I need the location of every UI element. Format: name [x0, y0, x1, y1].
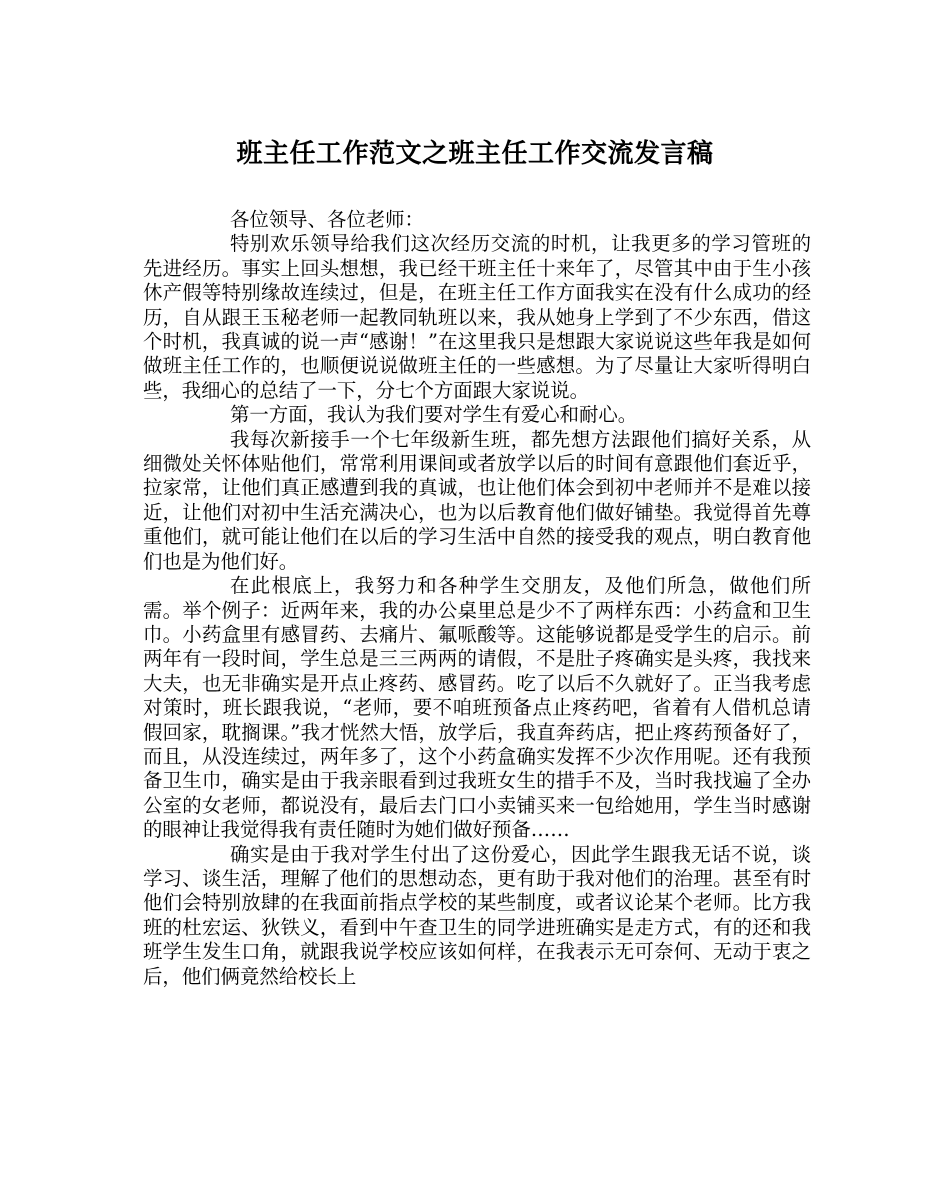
- section-heading-paragraph: 第一方面，我认为我们要对学生有爱心和耐心。: [230, 403, 638, 427]
- body-paragraph: 确实是由于我对学生付出了这份爱心，因此学生跟我无话不说，谈学习、谈生活，理解了他们的思想动态，更有助于我对他们的治理。甚至有时他们会特别放肆的在我面前指点学校的某些制度，或者议论某个老师。比方我班的杜宏运、狄铁义，看到中午查卫生的同学进班确实是走方式，有的还和我班学生发生口角，就跟我说学校应该如何样，在我表示无可奈何、无动于衷之后，他们俩竟然给校长上: [143, 842, 811, 988]
- body-paragraph: 我每次新接手一个七年级新生班，都先想方法跟他们搞好关系，从细微处关怀体贴他们，常常利用课间或者放学以后的时间有意跟他们套近乎，拉家常，让他们真正感遭到我的真诚，也让他们体会到初中老师并不是难以接近，让他们对初中生活充满决心，也为以后教育他们做好铺垫。我觉得首先尊重他们，就可能让他们在以后的学习生活中自然的接受我的观点，明白教育他们也是为他们好。: [143, 427, 811, 573]
- document-title: 班主任工作范文之班主任工作交流发言稿: [236, 139, 714, 169]
- salutation-paragraph: 各位领导、各位老师：: [230, 208, 424, 231]
- intro-paragraph: 特别欢乐领导给我们这次经历交流的时机，让我更多的学习管班的先进经历。事实上回头想想，我已经干班主任十来年了，尽管其中由于生小孩休产假等特别缘故连续过，但是，在班主任工作方面我实在没有什么成功的经历，自从跟王玉秘老师一起教同轨班以来，我从她身上学到了不少东西，借这个时机，我真诚的说一声“感谢！”在这里我只是想跟大家说说这些年我是如何做班主任工作的，也顺便说说做班主任的一些感想。为了尽量让大家听得明白些，我细心的总结了一下，分七个方面跟大家说说。: [143, 232, 811, 402]
- document-body: [143, 208, 811, 989]
- body-paragraph: 在此根底上，我努力和各种学生交朋友，及他们所急，做他们所需。举个例子：近两年来，我的办公桌里总是少不了两样东西：小药盒和卫生巾。小药盒里有感冒药、去痛片、氟哌酸等。这能够说都是受学生的启示。前两年有一段时间，学生总是三三两两的请假，不是肚子疼确实是头疼，我找来大夫，也无非确实是开点止疼药、感冒药。吃了以后不久就好了。正当我考虑对策时，班长跟我说，“老师，要不咱班预备点止疼药吧，省着有人借机总请假回家，耽搁课。”我才恍然大悟，放学后，我直奔药店，把止疼药预备好了，而且，从没连续过，两年多了，这个小药盒确实发挥不少次作用呢。还有我预备卫生巾，确实是由于我亲眼看到过我班女生的措手不及，当时我找遍了全办公室的女老师，都说没有，最后去门口小卖铺买来一包给她用，学生当时感谢的眼神让我觉得我有责任随时为她们做好预备……: [143, 574, 811, 842]
